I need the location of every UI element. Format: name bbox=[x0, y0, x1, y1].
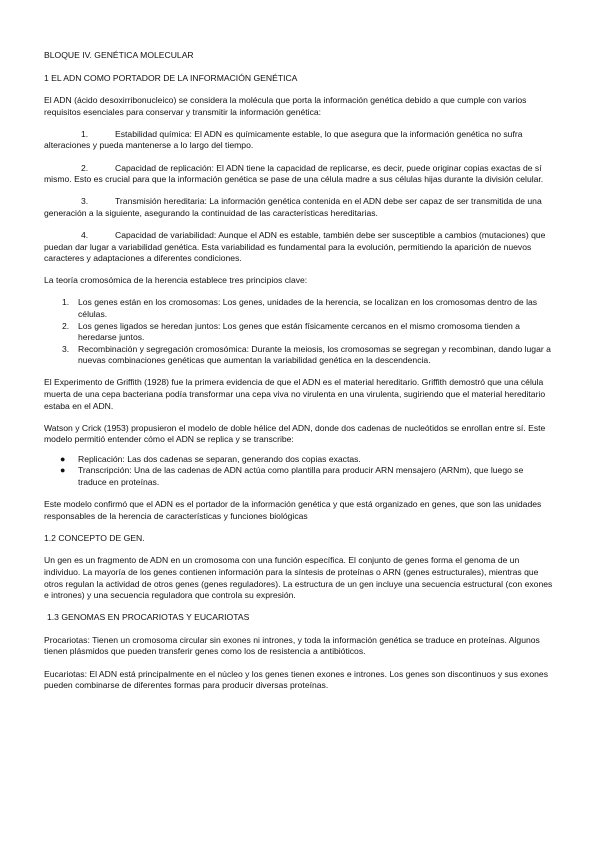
process-list bbox=[44, 454, 554, 489]
prokaryotes-paragraph: Procariotas: Tienen un cromosoma circular sin exones ni intrones, y toda la información genética se traduce en proteínas. Algunos tienen plásmidos que pueden transferir genes como los de resistencia a antibióticos. bbox=[44, 634, 540, 657]
process-text: Transcripción: Una de las cadenas de ADN actúa como plantilla para producir ARN mensajero (ARNm), que luego se traduce en proteínas. bbox=[78, 465, 524, 488]
process-item bbox=[44, 454, 554, 466]
requisite-2 bbox=[44, 163, 554, 186]
conclusion-paragraph: Este modelo confirmó que el ADN es el portador de la información genética y que está organizado en genes, que son las unidades responsables de la herencia de características y funciones biológicas bbox=[44, 499, 542, 521]
principle-number: 2. bbox=[62, 320, 70, 331]
principle-number: 1. bbox=[62, 297, 70, 308]
section-1-intro: El ADN (ácido desoxirribonucleico) se considera la molécula que porta la información genética debido a que cumple con varios requisitos esenciales para conservar y transmitir la información genética: bbox=[44, 95, 527, 117]
griffith-paragraph: El Experimento de Griffith (1928) fue la primera evidencia de que el ADN es el material hereditario. Griffith demostró que una célula muerta de una cepa bacteriana podía transformar una cepa viva no virulenta en una virulenta, sugiriendo que el material hereditario estaba en el ADN. bbox=[44, 377, 546, 411]
requisite-number: 3. bbox=[81, 196, 89, 207]
principle-text: Los genes ligados se heredan juntos: Los genes que están físicamente cercanos en el mismo cromosoma tienden a heredarse juntos. bbox=[78, 320, 520, 343]
bullet-icon: ● bbox=[60, 465, 66, 476]
requisite-number: 1. bbox=[81, 128, 89, 139]
document-page bbox=[44, 50, 554, 702]
principle-text: Recombinación y segregación cromosómica: Durante la meiosis, los cromosomas se segregan y recombinan, dando lugar a nuevas combinaciones genéticas que aumentan la variabilidad genética en la descendencia. bbox=[78, 343, 551, 366]
document-title: BLOQUE IV. GENÉTICA MOLECULAR bbox=[44, 50, 194, 60]
principle-text: Los genes están en los cromosomas: Los genes, unidades de la herencia, se localizan en los cromosomas dentro de las células. bbox=[78, 297, 538, 319]
requisite-text: Transmisión hereditaria: La información genética contenida en el ADN debe ser capaz de ser transmitida de una generación a la siguiente, asegurando la continuidad de las características hereditarias. bbox=[44, 196, 542, 218]
bullet-icon: ● bbox=[60, 453, 66, 464]
process-item bbox=[44, 465, 554, 488]
section-1-heading: 1 EL ADN COMO PORTADOR DE LA INFORMACIÓN GENÉTICA bbox=[44, 72, 298, 83]
section-1-2-heading: 1.2 CONCEPTO DE GEN. bbox=[44, 532, 145, 543]
watson-crick-paragraph: Watson y Crick (1953) propusieron el modelo de doble hélice del ADN, donde dos cadenas de nucleótidos se enrollan entre sí. Este modelo permitió entender cómo el ADN se replica y se transcribe: bbox=[44, 422, 546, 445]
theory-intro: La teoría cromosómica de la herencia establece tres principios clave: bbox=[44, 275, 308, 286]
requisite-text: Capacidad de replicación: El ADN tiene la capacidad de replicarse, es decir, puede originar copias exactas de sí mismo. Esto es crucial para que la información genética se pase de una célula madre a sus células hijas durante la división celular. bbox=[44, 162, 544, 185]
gene-concept-paragraph: Un gen es un fragmento de ADN en un cromosoma con una función específica. El conjunto de genes forma el genoma de un individuo. La mayoría de los genes contienen información para la síntesis de proteínas o ARN (genes estructurales), mientras que otros regulan la actividad de otros genes (genes reguladores). La estructura de un gen incluye una secuencia estructural (con exones e intrones) y una secuencia reguladora que controla su expresión. bbox=[44, 555, 553, 601]
requisite-text: Estabilidad química: El ADN es químicamente estable, lo que asegura que la información genética no sufra alteraciones y pueda mantenerse a lo largo del tiempo. bbox=[44, 128, 523, 151]
requisite-4 bbox=[44, 230, 554, 265]
requisite-text: Capacidad de variabilidad: Aunque el ADN es estable, también debe ser susceptible a cambios (mutaciones) que puedan dar lugar a variabilidad genética. Esta variabilidad es fundamental para la evolución, permitiendo la aparición de nuevos caracteres y adaptaciones a diferentes condiciones. bbox=[44, 229, 546, 264]
section-1-3-heading: 1.3 GENOMAS EN PROCARIOTAS Y EUCARIOTAS bbox=[47, 612, 250, 623]
requisite-1 bbox=[44, 129, 554, 152]
principle-number: 3. bbox=[62, 343, 70, 354]
requisite-3 bbox=[44, 196, 554, 219]
eukaryotes-paragraph: Eucariotas: El ADN está principalmente en el núcleo y los genes tienen exones e intrones. Los genes son discontinuos y sus exones pueden combinarse de diferentes formas para producir diversas proteínas. bbox=[44, 668, 548, 691]
principle-item bbox=[44, 321, 554, 344]
principle-item bbox=[44, 297, 554, 320]
principles-list bbox=[44, 297, 554, 367]
process-text: Replicación: Las dos cadenas se separan, generando dos copias exactas. bbox=[78, 453, 361, 464]
requisite-number: 2. bbox=[81, 162, 89, 173]
requisite-number: 4. bbox=[81, 229, 89, 240]
principle-item bbox=[44, 344, 554, 367]
